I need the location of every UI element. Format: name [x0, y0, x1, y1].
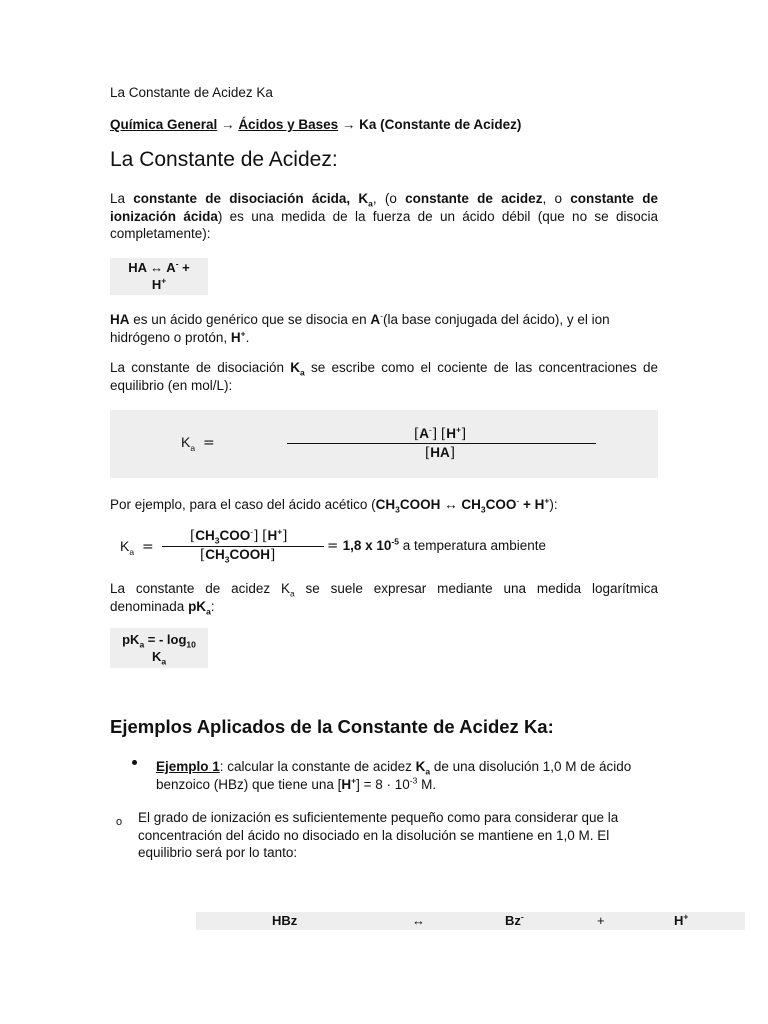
- breadcrumb: [110, 117, 521, 132]
- acetic-ka-value: = 1,8 x $10^{-5}$ a temperatura ambiente: [327, 536, 547, 554]
- breadcrumb-arrow: →: [217, 117, 239, 132]
- example-1-text: Ejemplo 1: calcular la constante de acidez $K_a$ de una disolución 1,0 M de ácido benzoico (HBz) que tiene una $[H^+] = 8 \cdot 10^{-3}$ M.: [156, 759, 632, 792]
- examples-heading: Ejemplos Aplicados de la Constante de Acidez Ka:: [110, 716, 554, 737]
- acetic-ka-denominator: $[CH_3COOH]$: [200, 547, 276, 565]
- ka-formula-lhs: $K_a$ =: [181, 434, 215, 453]
- document-title: La Constante de Acidez Ka: [110, 85, 273, 100]
- dissociation-equation: HA ↔ A- + H+: [110, 258, 208, 295]
- ka-formula-numerator: [A-] [H+]: [414, 424, 467, 442]
- intro-paragraph: La constante de disociación ácida, $K_a$, (o constante de acidez, o constante de ionización ácida) es una medida de la fuerza de un ácido débil (que no se disocia completamente):: [110, 191, 659, 241]
- breadcrumb-link-acidos-bases[interactable]: Ácidos y Bases: [238, 117, 339, 132]
- breadcrumb-arrow: →: [338, 117, 360, 132]
- table-cell-plus: +: [597, 913, 605, 928]
- acetic-acid-paragraph: Por ejemplo, para el caso del ácido acético ($CH_3COOH$ ↔ $CH_3COO^- + H^+$):: [110, 495, 558, 515]
- table-cell-h: H+: [674, 911, 689, 928]
- circle-bullet-icon: o: [116, 816, 123, 828]
- equilibrium-table-header: [196, 912, 745, 930]
- acetic-ka-lhs: $K_a$ =: [120, 538, 154, 557]
- ka-formula-denominator: [HA]: [425, 445, 456, 461]
- main-heading: La Constante de Acidez:: [110, 148, 338, 171]
- ka-definition-paragraph: La constante de disociación $K_a$ se escribe como el cociente de las concentraciones de equilibrio (en mol/L):: [110, 360, 658, 393]
- acetic-ka-numerator: $[CH_3COO^-]$ [H+]: [190, 526, 288, 546]
- ha-explanation-paragraph: HA es un ácido genérico que se disocia en A-(la base conjugada del ácido), y el ion hidrógeno o protón, H+.: [110, 310, 610, 345]
- pka-paragraph: La constante de acidez $K_a$ se suele expresar mediante una medida logarítmica denominada $pK_a$:: [110, 581, 659, 617]
- table-cell-hbz: HBz: [272, 913, 298, 928]
- table-cell-arrow: ↔: [412, 913, 425, 928]
- ionization-paragraph: El grado de ionización es suficientemente pequeño como para considerar que la concentración del ácido no disociado en la disolución se mantiene en 1,0 M. El equilibrio será por lo tanto:: [138, 810, 619, 860]
- table-cell-bz: Bz-: [505, 911, 524, 928]
- breadcrumb-current: Ka (Constante de Acidez): [359, 117, 522, 132]
- ka-formula-box: [110, 410, 658, 478]
- breadcrumb-link-quimica-general[interactable]: Química General: [110, 117, 218, 132]
- bullet-icon: [132, 760, 137, 765]
- acetic-ka-equation: [120, 528, 660, 568]
- pka-equation: $pK_a$ = - $\log_{10}$ $K_a$: [110, 628, 208, 668]
